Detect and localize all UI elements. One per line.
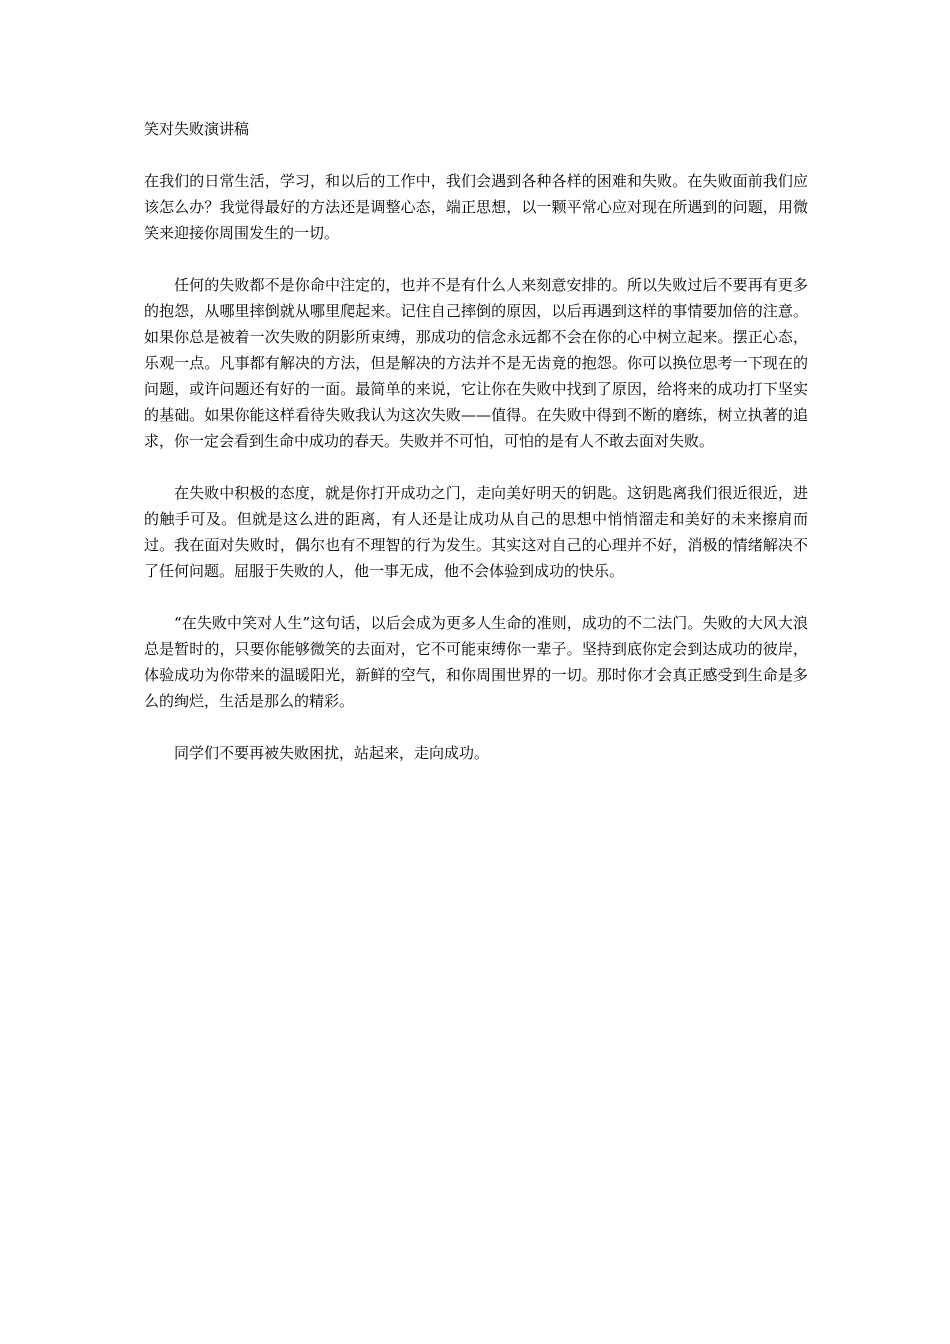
paragraph-3: 在失败中积极的态度，就是你打开成功之门，走向美好明天的钥匙。这钥匙离我们很近很近，进的触手可及。但就是这么进的距离，有人还是让成功从自己的思想中悄悄溜走和美好的未来擦肩而过。我在面对失败时，偶尔也有不理智的行为发生。其实这对自己的心理并不好，消极的情绪解决不了任何问题。屈服于失败的人，他一事无成，他不会体验到成功的快乐。	[144, 484, 808, 580]
paragraph-intro: 在我们的日常生活，学习，和以后的工作中，我们会遇到各种各样的困难和失败。在失败面前我们应该怎么办？我觉得最好的方法还是调整心态，端正思想，以一颗平常心应对现在所遇到的问题，用微笑来迎接你周围发生的一切。	[144, 172, 808, 242]
paragraph-4: “在失败中笑对人生”这句话，以后会成为更多人生命的准则，成功的不二法门。失败的大风大浪总是暂时的，只要你能够微笑的去面对，它不可能束缚你一辈子。坚持到底你定会到达成功的彼岸，体验成功为你带来的温暖阳光，新鲜的空气，和你周围世界的一切。那时你才会真正感受到生命是多么的绚烂，生活是那么的精彩。	[144, 614, 808, 710]
paragraph-closing: 同学们不要再被失败困扰，站起来，走向成功。	[174, 744, 490, 762]
paragraph-2: 任何的失败都不是你命中注定的，也并不是有什么人来刻意安排的。所以失败过后不要再有更多的抱怨，从哪里摔倒就从哪里爬起来。记住自己摔倒的原因，以后再遇到这样的事情要加倍的注意。如果你总是被着一次失败的阴影所束缚，那成功的信念永远都不会在你的心中树立起来。摆正心态，乐观一点。凡事都有解决的方法，但是解决的方法并不是无齿竟的抱怨。你可以换位思考一下现在的问题，或许问题还有好的一面。最简单的来说，它让你在失败中找到了原因，给将来的成功打下坚实的基础。如果你能这样看待失败我认为这次失败——值得。在失败中得到不断的磨练，树立执著的追求，你一定会看到生命中成功的春天。失败并不可怕，可怕的是有人不敢去面对失败。	[144, 276, 808, 450]
document-title: 笑对失败演讲稿	[144, 120, 250, 138]
document-page	[144, 116, 808, 792]
